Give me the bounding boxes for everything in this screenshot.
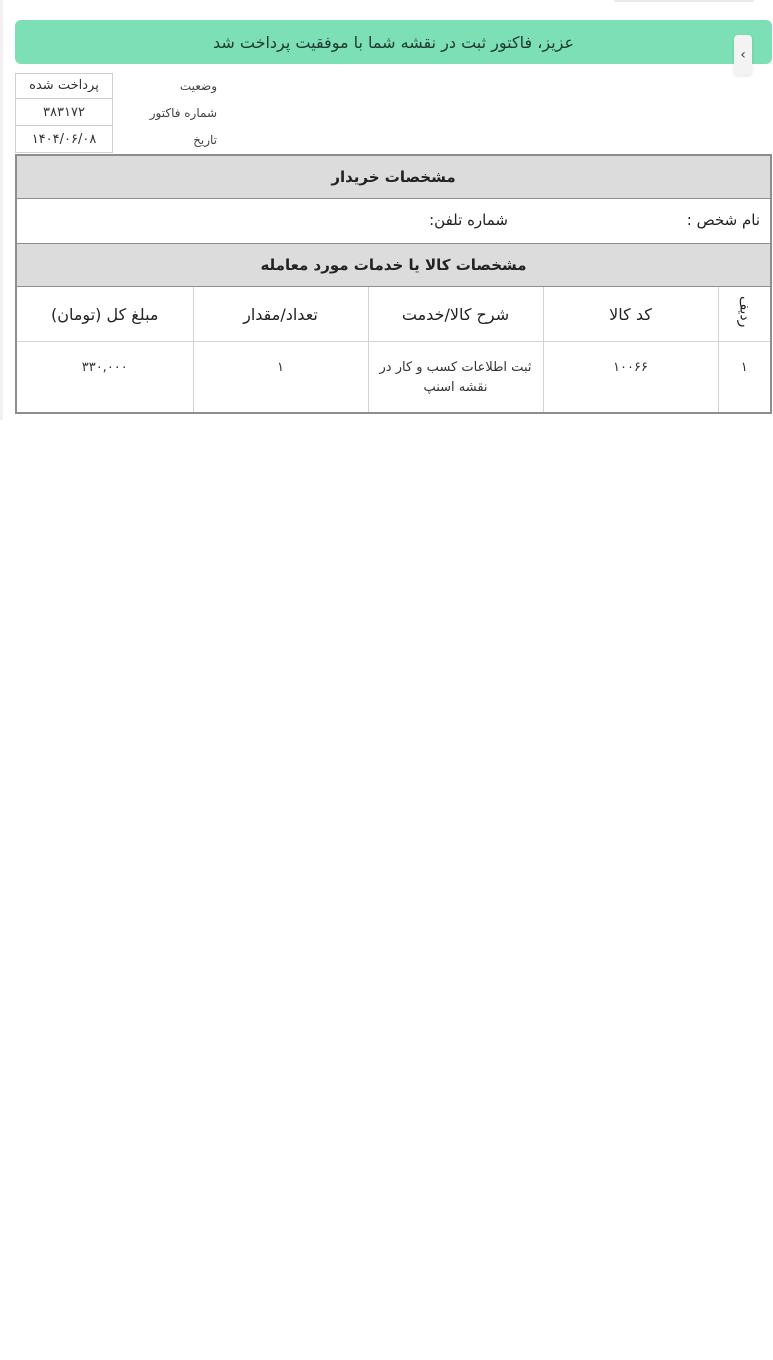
buyer-info-row — [17, 199, 770, 244]
invoice-box — [15, 154, 772, 414]
status-value: پرداخت شده — [15, 73, 113, 99]
alert-close-button[interactable] — [734, 35, 752, 75]
invoice-number-value: ۳۸۳۱۷۲ — [15, 99, 113, 126]
status-label: وضعیت — [179, 78, 217, 93]
items-section-title: مشخصات کالا یا خدمات مورد معامله — [17, 244, 770, 287]
meta-row-status — [15, 72, 225, 99]
left-edge-line — [0, 0, 3, 420]
header-description: شرح کالا/خدمت — [368, 287, 543, 342]
top-edge-tab — [614, 0, 754, 2]
buyer-name-label: نام شخص : — [686, 211, 760, 229]
header-row-number: ردیف — [718, 287, 770, 342]
success-alert — [15, 20, 772, 64]
header-total: مبلغ کل (تومان) — [17, 287, 193, 342]
items-header-row — [17, 287, 770, 342]
cell-code: ۱۰۰۶۶ — [543, 342, 718, 412]
date-label: تاریخ — [193, 132, 217, 147]
date-value: ۱۴۰۴/۰۶/۰۸ — [15, 126, 113, 153]
meta-row-date — [15, 126, 225, 153]
items-table — [17, 287, 770, 412]
table-row — [17, 342, 770, 412]
buyer-section-title: مشخصات خریدار — [17, 156, 770, 199]
cell-description: ثبت اطلاعات کسب و کار در نقشه اسنپ — [368, 342, 543, 412]
cell-quantity: ۱ — [193, 342, 368, 412]
header-code: کد کالا — [543, 287, 718, 342]
invoice-number-label: شماره فاکتور — [149, 105, 217, 120]
buyer-phone-label: شماره تلفن: — [429, 211, 508, 229]
alert-message: عزیز، فاکتور ثبت در نقشه شما با موفقیت پرداخت شد — [212, 32, 575, 52]
cell-row-number: ۱ — [718, 342, 770, 412]
invoice-meta — [15, 72, 225, 153]
header-quantity: تعداد/مقدار — [193, 287, 368, 342]
chevron-right-icon: ‹ — [740, 47, 746, 63]
meta-row-invoice-number — [15, 99, 225, 126]
cell-total: ۳۳۰,۰۰۰ — [81, 360, 128, 375]
